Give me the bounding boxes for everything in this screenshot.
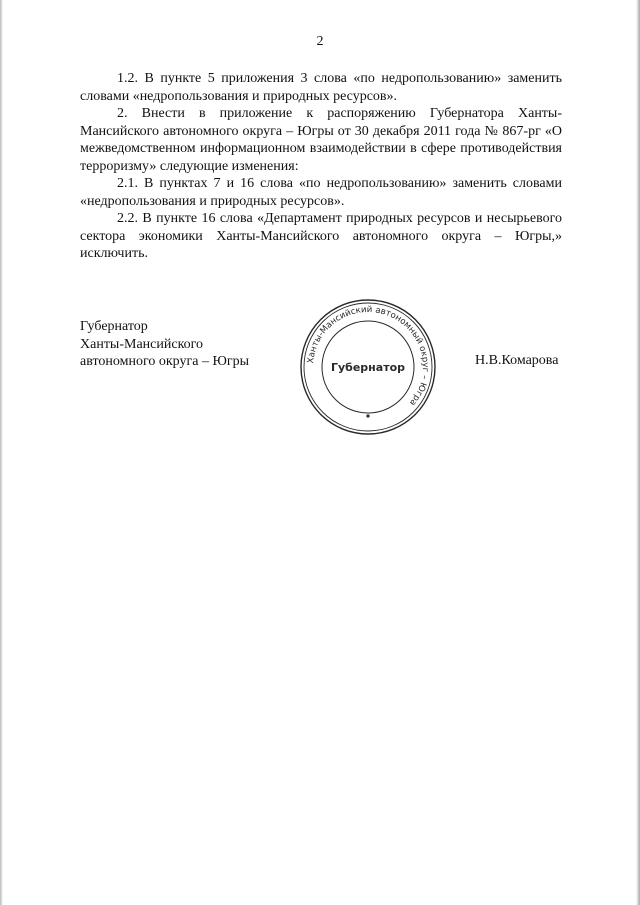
page-edge-left	[0, 0, 3, 905]
paragraph-2-2: 2.2. В пункте 16 слова «Департамент природных ресурсов и несырьевого сектора экономики Ханты-Мансийского автономного округа – Югры,» исключить.	[80, 211, 562, 261]
paragraph-2-1: 2.1. В пунктах 7 и 16 слова «по недропользованию» заменить словами «недропользования и природных ресурсов».	[80, 176, 562, 209]
seal-dot	[366, 414, 369, 417]
signer-name: Н.В.Комарова	[475, 353, 559, 368]
signatory-title-line-2: Ханты-Мансийского	[80, 336, 204, 352]
signatory-title-line-3: автономного округа – Югры	[80, 354, 249, 369]
seal-ring-textpath: Ханты-Мансийский автономный округ – Югра	[306, 304, 431, 408]
document-body	[80, 70, 562, 263]
page-number: 2	[316, 34, 324, 49]
paragraph-1-2: 1.2. В пункте 5 приложения 3 слова «по недропользованию» заменить словами «недропользования и природных ресурсов».	[80, 71, 562, 104]
signatory-title	[80, 318, 249, 371]
signatory-title-line-1: Губернатор	[80, 319, 148, 334]
page-edge-right	[636, 0, 640, 905]
seal-center-text: Губернатор	[330, 361, 406, 374]
paragraph-2: 2. Внести в приложение к распоряжению Губернатора Ханты-Мансийского автономного округа – Югры от 30 декабря 2011 года № 867-рг «О межведомственном информационном взаимодействии в сфере противодействия терроризму» следующие изменения:	[80, 106, 562, 174]
seal-graphic	[299, 298, 437, 436]
official-seal	[299, 298, 437, 436]
